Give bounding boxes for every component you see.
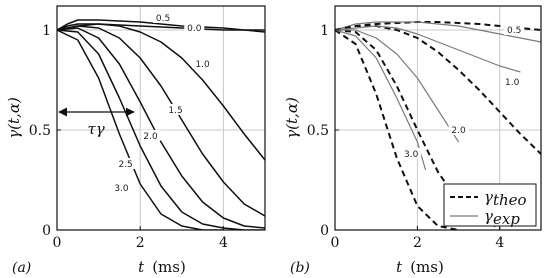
curve-label: 2.0	[451, 126, 466, 136]
panel-b-xlabel	[396, 258, 444, 276]
legend	[444, 184, 536, 228]
tau-annotation	[59, 112, 134, 138]
curve-label: 0.5	[507, 26, 522, 36]
x-tick-label: 4	[495, 235, 505, 251]
series-line-5	[335, 30, 459, 142]
y-tick-label: 0	[320, 223, 329, 239]
curve-label: 0.0	[187, 24, 202, 34]
curve-label: 3.0	[114, 184, 129, 194]
y-tick-label: 0	[42, 223, 51, 239]
series-line-2	[335, 26, 541, 154]
x-tick-label: 4	[218, 235, 228, 251]
panel-a-curve-labels	[111, 12, 212, 194]
curve-label: 1.0	[504, 78, 520, 88]
curve-label: 0.5	[155, 14, 171, 24]
curve-label: 1.0	[195, 60, 210, 70]
legend-exp-label	[484, 207, 520, 228]
panel-a-ticks	[29, 23, 228, 251]
x-tick-label: 2	[135, 235, 145, 251]
curve-label: 1.5	[168, 106, 183, 116]
legend-theo-label	[484, 188, 527, 209]
y-tick-label: 1	[42, 23, 51, 39]
tau-label: τγ	[87, 120, 105, 138]
legend-exp-sub: exp	[492, 210, 520, 228]
y-tick-label: 0.5	[28, 123, 51, 139]
panel-a-tag: (a)	[12, 260, 32, 276]
curve-label: 2.5	[118, 160, 133, 170]
series-line-2	[57, 24, 265, 160]
curve-label: 3.0	[404, 150, 419, 160]
y-tick-label: 1	[320, 23, 329, 39]
panel-b-tag: (b)	[290, 260, 310, 276]
curve-label: 2.0	[143, 132, 158, 142]
panel-b-curve-labels	[401, 24, 524, 160]
legend-exp-base: γ	[484, 207, 493, 225]
y-tick-label: 0.5	[306, 123, 329, 139]
x-tick-label: 0	[330, 235, 340, 251]
panel-a-frame	[57, 6, 265, 230]
legend-theo-sub: theo	[492, 191, 527, 209]
panel-a-xlabel-unit: (ms)	[152, 258, 186, 276]
x-tick-label: 2	[412, 235, 422, 251]
panel-a-xlabel-var: t	[138, 258, 145, 276]
panel-b-ylabel: γ(t,α)	[283, 97, 301, 139]
legend-theo-base: γ	[484, 188, 493, 206]
panel-a-xlabel	[138, 258, 186, 276]
panel-b-xlabel-var: t	[396, 258, 403, 276]
panel-a-ylabel: γ(t,α)	[5, 97, 23, 139]
panel-a-grid	[57, 6, 265, 230]
panel-b	[283, 6, 541, 276]
panel-a	[5, 6, 265, 276]
x-tick-label: 0	[52, 235, 62, 251]
panel-b-xlabel-unit: (ms)	[410, 258, 444, 276]
